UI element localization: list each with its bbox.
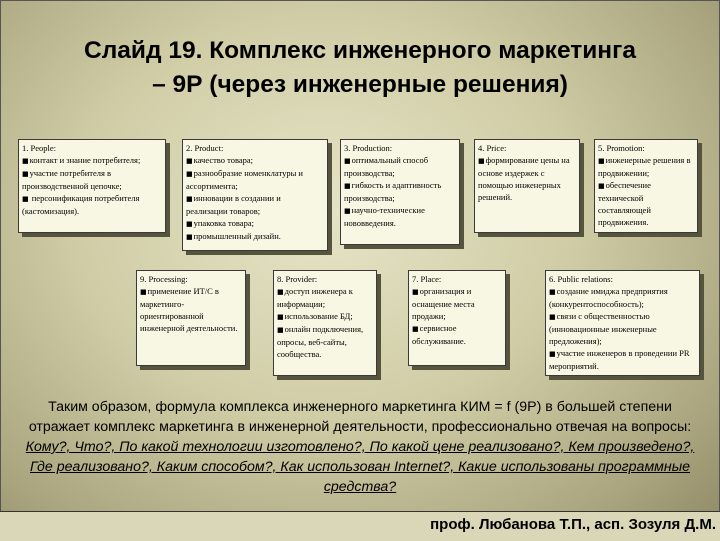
box-item (344, 204, 456, 229)
box-item (412, 285, 502, 322)
box-title: 9. Processing: (140, 274, 188, 284)
square-bullet-icon: ■ (412, 288, 419, 296)
box-item-text: применение ИТ/С в маркетинго-ориентированной инженерной деятельности. (140, 286, 238, 333)
square-bullet-icon: ■ (22, 170, 29, 178)
box-place (408, 270, 506, 366)
box-item-text: научно-технические нововведения. (344, 205, 425, 228)
box-title: 7. Place: (412, 274, 442, 284)
square-bullet-icon: ■ (277, 313, 284, 321)
square-bullet-icon: ■ (186, 195, 193, 203)
square-bullet-icon: ■ (186, 220, 193, 228)
square-bullet-icon: ■ (549, 313, 556, 321)
box-item-text: обеспечение технической составляющей продвижения. (598, 180, 651, 227)
box-item (277, 323, 373, 360)
square-bullet-icon: ■ (22, 195, 29, 203)
box-item (22, 154, 162, 167)
square-bullet-icon: ■ (412, 325, 419, 333)
summary-text (22, 397, 698, 497)
box-item (186, 230, 324, 243)
square-bullet-icon: ■ (277, 288, 284, 296)
box-item (344, 179, 456, 204)
box-people (18, 139, 166, 233)
box-title: 2. Product: (186, 143, 224, 153)
box-title: 8. Provider: (277, 274, 318, 284)
box-item (412, 322, 502, 347)
box-public-relations (545, 270, 700, 376)
slide-title-line-2: – 9Р (через инженерные решения) (152, 71, 568, 98)
box-item-text: доступ инженера к информации; (277, 286, 353, 309)
square-bullet-icon: ■ (344, 157, 351, 165)
box-item-text: инженерные решения в продвижении; (598, 155, 691, 178)
box-item-text: упаковка товара; (193, 218, 254, 228)
box-item-text: качество товара; (193, 155, 254, 165)
box-item-text: создание имиджа предприятия (конкурентоспособность); (549, 286, 668, 309)
box-item-text: онлайн подключения, опросы, веб-сайты, сообщества. (277, 324, 364, 359)
box-item (549, 347, 696, 372)
box-item-text: участие потребителя в производственной цепочке; (22, 168, 122, 191)
square-bullet-icon: ■ (22, 157, 29, 165)
box-item (598, 154, 694, 179)
square-bullet-icon: ■ (478, 157, 485, 165)
summary-questions: Кому?, Что?, По какой технологии изготовлено?, По какой цене реализовано?, Кем произведено?, Где реализовано?, Каким способом?, Как использован Internet?, Какие использованы программные средства? (25, 439, 695, 495)
summary-body: Таким образом, формула комплекса инженерного маркетинга КИМ = f (9Р) в большей степени отражает комплекс маркетинга в инженерной деятельности, профессионально отвечая на вопросы: (28, 399, 692, 435)
box-item-text: использование БД; (284, 311, 353, 321)
square-bullet-icon: ■ (598, 182, 605, 190)
box-processing (136, 270, 246, 366)
box-item (478, 154, 576, 203)
box-production (340, 139, 460, 245)
box-item-text: формирование цены на основе издержек с помощью инженерных решений. (478, 155, 570, 202)
square-bullet-icon: ■ (344, 182, 351, 190)
box-item (549, 285, 696, 310)
box-item (549, 310, 696, 347)
box-item-text: связи с общественностью (инновационные инженерные предложения); (549, 311, 657, 346)
box-title: 1. People: (22, 143, 56, 153)
box-title: 4. Price: (478, 143, 507, 153)
box-item-text: инновации в создании и реализации товаров; (186, 193, 281, 216)
box-item (186, 167, 324, 192)
author-credit: проф. Любанова Т.П., асп. Зозуля Д.М. (430, 516, 716, 533)
box-item-text: гибкость и адаптивность производства; (344, 180, 442, 203)
box-item-text: оптимальный способ производства; (344, 155, 429, 178)
box-title: 6. Public relations: (549, 274, 613, 284)
box-item (22, 167, 162, 192)
box-item-text: организация и оснащение места продажи; (412, 286, 475, 321)
box-title: 5. Promotion: (598, 143, 645, 153)
square-bullet-icon: ■ (186, 233, 193, 241)
square-bullet-icon: ■ (344, 207, 351, 215)
box-item (277, 310, 373, 323)
box-promotion (594, 139, 698, 233)
box-item (186, 217, 324, 230)
box-item-text: участие инженеров в проведении PR мероприятий. (549, 348, 690, 371)
square-bullet-icon: ■ (140, 288, 147, 296)
square-bullet-icon: ■ (277, 326, 284, 334)
box-item (22, 192, 162, 217)
box-provider (273, 270, 377, 376)
box-price (474, 139, 580, 233)
slide-title (20, 34, 700, 102)
box-item-text: разнообразие номенклатуры и ассортимента; (186, 168, 303, 191)
square-bullet-icon: ■ (186, 157, 193, 165)
box-item (598, 179, 694, 228)
box-item (344, 154, 456, 179)
square-bullet-icon: ■ (598, 157, 605, 165)
slide-title-line-1: Слайд 19. Комплекс инженерного маркетинга (84, 37, 636, 64)
box-title: 3. Production: (344, 143, 393, 153)
box-item (186, 192, 324, 217)
square-bullet-icon: ■ (549, 288, 556, 296)
square-bullet-icon: ■ (186, 170, 193, 178)
box-item (277, 285, 373, 310)
box-item-text: сервисное обслуживание. (412, 323, 466, 346)
box-item-text: контакт и знание потребителя; (29, 155, 141, 165)
square-bullet-icon: ■ (549, 350, 556, 358)
box-product (182, 139, 328, 251)
box-item-text: персонификация потребителя (кастомизация). (22, 193, 140, 216)
box-item (140, 285, 242, 334)
box-item-text: промышленный дизайн. (193, 231, 281, 241)
box-item (186, 154, 324, 167)
